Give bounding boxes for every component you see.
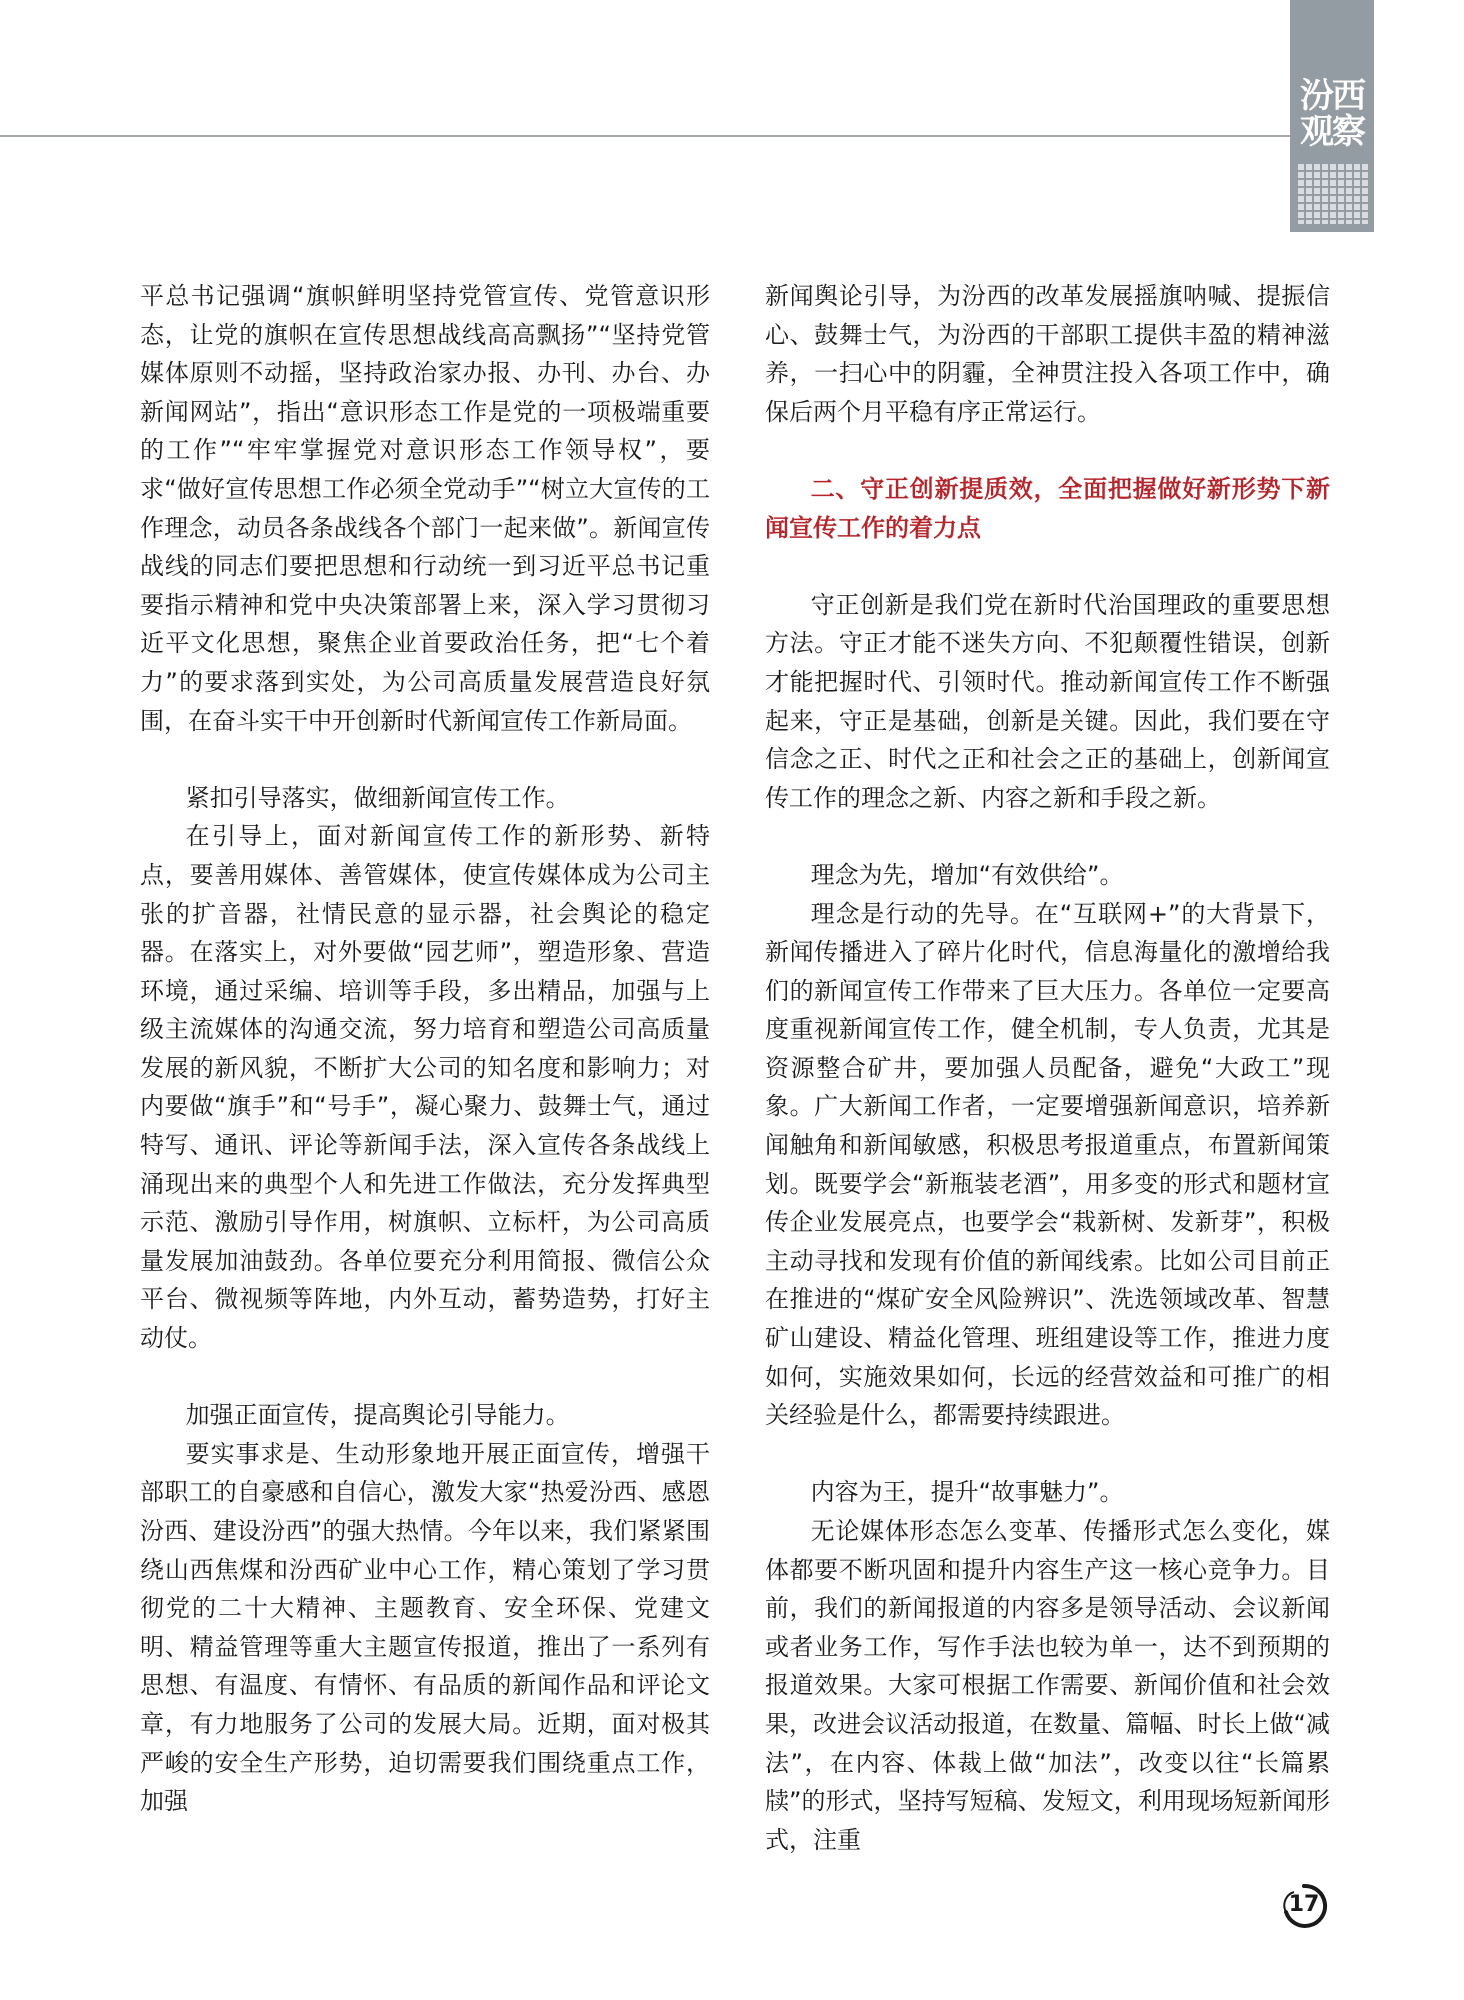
left-paragraph-1: 平总书记强调“旗帜鲜明坚持党管宣传、党管意识形态，让党的旗帜在宣传思想战线高高飘扬”“坚持党管媒体原则不动摇，坚持政治家办报、办刊、办台、办新闻网站”，指出“意识形态工作是党的一项极端重要的工作”“牢牢掌握党对意识形态工作领导权”，要求“做好宣传思想工作必须全党动手”“树立大宣传的工作理念，动员各条战线各个部门一起来做”。新闻宣传战线的同志们要把思想和行动统一到习近平总书记重要指示精神和党中央决策部署上来，深入学习贯彻习近平文化思想，聚焦企业首要政治任务，把“七个着力”的要求落到实处，为公司高质量发展营造良好氛围，在奋斗实干中开创新时代新闻宣传工作新局面。 [140,282,710,735]
right-column [765,277,1330,1859]
right-subheading-2: 内容为王，提升“故事魅力”。 [810,1478,1124,1507]
masthead-title-line2: 观察 [1300,112,1364,152]
section-heading: 二、守正创新提质效，全面把握做好新形势下新闻宣传工作的着力点 [765,474,1330,542]
right-paragraph-1: 新闻舆论引导，为汾西的改革发展摇旗呐喊、提振信心、鼓舞士气，为汾西的干部职工提供丰盈的精神滋养，一扫心中的阴霾，全神贯注投入各项工作中，确保后两个月平稳有序正常运行。 [765,282,1330,426]
header-rule [0,135,1290,137]
masthead-title [1290,78,1374,150]
masthead-tab [1290,0,1374,232]
left-paragraph-3: 要实事求是、生动形象地开展正面宣传，增强干部职工的自豪感和自信心，激发大家“热爱汾西、感恩汾西、建设汾西”的强大热情。今年以来，我们紧紧围绕山西焦煤和汾西矿业中心工作，精心策划了学习贯彻党的二十大精神、主题教育、安全环保、党建文明、精益管理等重大主题宣传报道，推出了一系列有思想、有温度、有情怀、有品质的新闻作品和评论文章，有力地服务了公司的发展大局。近期，面对极其严峻的安全生产形势，迫切需要我们围绕重点工作，加强 [140,1439,710,1816]
left-subheading-2: 加强正面宣传，提高舆论引导能力。 [185,1401,570,1430]
left-paragraph-2: 在引导上，面对新闻宣传工作的新形势、新特点，要善用媒体、善管媒体，使宣传媒体成为公司主张的扩音器，社情民意的显示器，社会舆论的稳定器。在落实上，对外要做“园艺师”，塑造形象、营造环境，通过采编、培训等手段，多出精品，加强与上级主流媒体的沟通交流，努力培育和塑造公司高质量发展的新风貌，不断扩大公司的知名度和影响力；对内要做“旗手”和“号手”，凝心聚力、鼓舞士气，通过特写、通讯、评论等新闻手法，深入宣传各条战线上涌现出来的典型个人和先进工作做法，充分发挥典型示范、激励引导作用，树旗帜、立标杆，为公司高质量发展加油鼓劲。各单位要充分利用简报、微信公众平台、微视频等阵地，内外互动，蓄势造势，打好主动仗。 [140,822,710,1353]
right-paragraph-2: 守正创新是我们党在新时代治国理政的重要思想方法。守正才能不迷失方向、不犯颠覆性错误，创新才能把握时代、引领时代。推动新闻宣传工作不断强起来，守正是基础，创新是关键。因此，我们要在守信念之正、时代之正和社会之正的基础上，创新闻宣传工作的理念之新、内容之新和手段之新。 [765,590,1330,812]
left-subheading-1: 紧扣引导落实，做细新闻宣传工作。 [185,783,570,812]
masthead-grid-pattern [1296,162,1368,224]
left-column [140,277,710,1821]
right-paragraph-3: 理念是行动的先导。在“互联网+”的大背景下，新闻传播进入了碎片化时代，信息海量化的激增给我们的新闻宣传工作带来了巨大压力。各单位一定要高度重视新闻宣传工作，健全机制，专人负责，尤其是资源整合矿井，要加强人员配备，避免“大政工”现象。广大新闻工作者，一定要增强新闻意识，培养新闻触角和新闻敏感，积极思考报道重点，布置新闻策划。既要学会“新瓶装老酒”，用多变的形式和题材宣传企业发展亮点，也要学会“栽新树、发新芽”，积极主动寻找和发现有价值的新闻线索。比如公司目前正在推进的“煤矿安全风险辨识”、洗选领域改革、智慧矿山建设、精益化管理、班组建设等工作，推进力度如何，实施效果如何，长远的经营效益和可推广的相关经验是什么，都需要持续跟进。 [765,899,1330,1430]
page-number: 17 [1288,1892,1320,1917]
right-paragraph-4: 无论媒体形态怎么变革、传播形式怎么变化，媒体都要不断巩固和提升内容生产这一核心竞争力。目前，我们的新闻报道的内容多是领导活动、会议新闻或者业务工作，写作手法也较为单一，达不到预期的报道效果。大家可根据工作需要、新闻价值和社会效果，改进会议活动报道，在数量、篇幅、时长上做“减法”，在内容、体裁上做“加法”，改变以往“长篇累牍”的形式，坚持写短稿、发短文，利用现场短新闻形式，注重 [765,1517,1330,1854]
masthead-title-line1: 汾西 [1300,76,1364,116]
page-number-badge [1280,1882,1328,1930]
right-subheading-1: 理念为先，增加“有效供给”。 [810,860,1124,889]
